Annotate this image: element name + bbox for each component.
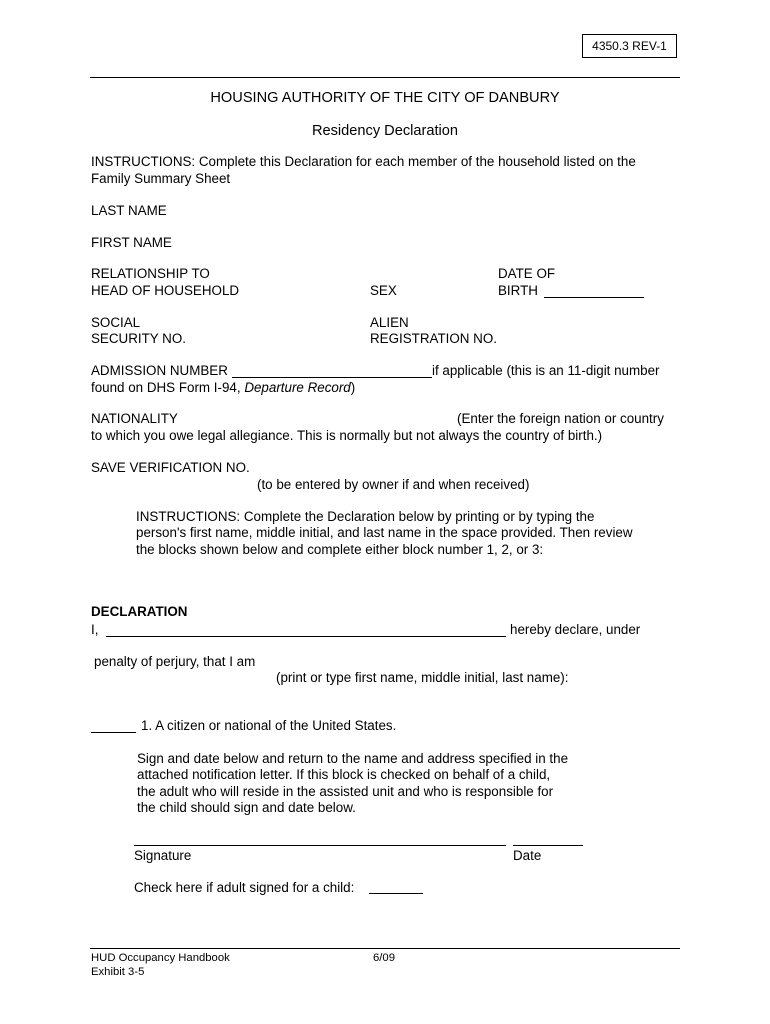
footer-handbook: HUD Occupancy Handbook [91,952,230,964]
date-field[interactable] [513,845,583,846]
block1-text-line-1: Sign and date below and return to the name and address specified in the [137,751,569,766]
declaration-penalty: penalty of perjury, that I am [94,654,256,669]
header-rule [90,77,680,78]
admission-note-part-c: ) [350,380,356,395]
declarant-name-field[interactable] [106,636,506,637]
admission-number-field[interactable] [232,377,432,378]
footer-date: 6/09 [373,952,395,964]
last-name-label: LAST NAME [91,203,167,218]
adult-signed-field[interactable] [369,893,423,894]
declaration-i-prefix: I, [91,622,99,637]
nationality-note: (Enter the foreign nation or country [457,411,664,426]
block1-option: 1. A citizen or national of the United States. [141,718,397,733]
dob-field[interactable] [544,297,644,298]
relationship-label-line-1: RELATIONSHIP TO [91,266,210,281]
alien-label-line-1: ALIEN [370,315,409,330]
first-name-label: FIRST NAME [91,235,172,250]
signature-label: Signature [134,848,192,863]
footer-rule [90,948,680,949]
instructions2-line-2: person's first name, middle initial, and last name in the space provided. Then review [136,525,633,540]
dob-label-line-2: BIRTH [498,283,538,298]
instructions-line-2: Family Summary Sheet [91,171,231,186]
instructions2-line-1: INSTRUCTIONS: Complete the Declaration below by printing or by typing the [136,509,595,524]
date-label: Date [513,848,542,863]
dob-label-line-1: DATE OF [498,266,556,281]
declaration-name-hint: (print or type first name, middle initial, last name): [276,670,569,685]
save-verification-note: (to be entered by owner if and when received) [257,477,530,492]
agency-title: HOUSING AUTHORITY OF THE CITY OF DANBURY [210,90,560,106]
admission-note: if applicable (this is an 11-digit number [432,363,660,378]
alien-label-line-2: REGISTRATION NO. [370,331,497,346]
block1-text-line-2: attached notification letter. If this block is checked on behalf of a child, [137,767,551,782]
nationality-note-line-2: to which you owe legal allegiance. This is normally but not always the country of birth.) [91,428,603,443]
instructions2-line-3: the blocks shown below and complete either block number 1, 2, or 3: [136,542,544,557]
nationality-label: NATIONALITY [91,411,178,426]
ssn-label-line-1: SOCIAL [91,315,141,330]
footer-exhibit: Exhibit 3-5 [91,966,145,978]
admission-note-part-a: found on DHS Form I-94, [91,380,245,395]
declaration-hereby: hereby declare, under [510,622,641,637]
document-code: 4350.3 REV-1 [592,39,667,53]
adult-signed-label: Check here if adult signed for a child: [134,880,355,895]
block1-checkbox-line[interactable] [91,732,136,733]
admission-label: ADMISSION NUMBER [91,363,228,378]
save-verification-label: SAVE VERIFICATION NO. [91,460,250,475]
document-code-box [582,34,677,58]
block1-text-line-4: the child should sign and date below. [137,800,356,815]
admission-note-part-b: Departure Record [244,380,351,395]
block1-text-line-3: the adult who will reside in the assisted unit and who is responsible for [137,784,554,799]
sex-label: SEX [370,283,397,298]
form-title: Residency Declaration [311,123,458,139]
declaration-heading: DECLARATION [91,604,188,619]
admission-note-line-2 [91,380,355,396]
relationship-label-line-2: HEAD OF HOUSEHOLD [91,283,240,298]
ssn-label-line-2: SECURITY NO. [91,331,186,346]
signature-field[interactable] [134,845,506,846]
instructions-line-1: INSTRUCTIONS: Complete this Declaration for each member of the household listed on the [91,154,636,169]
